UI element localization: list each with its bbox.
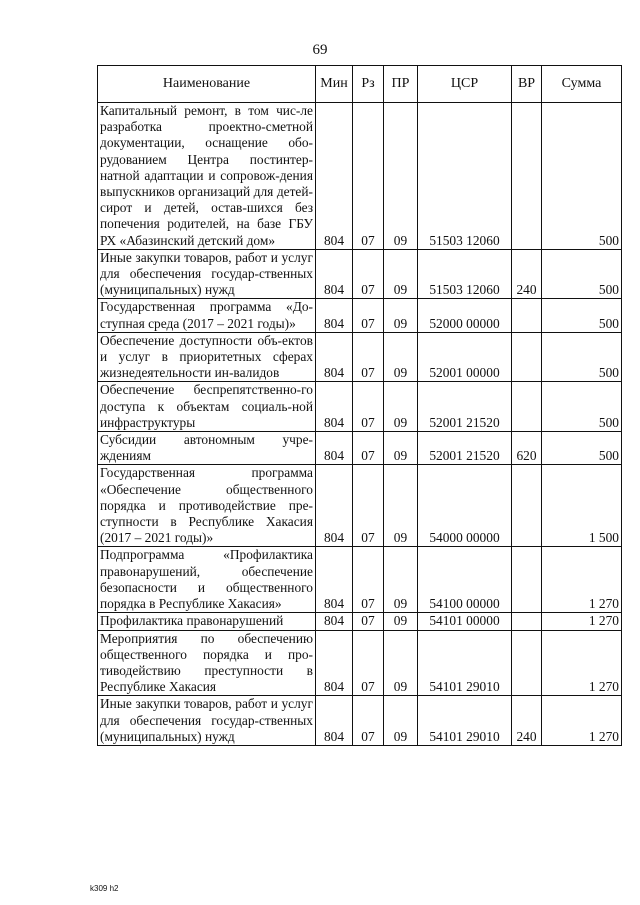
row-rz: 07: [353, 630, 384, 696]
row-csr: 51503 12060: [418, 103, 512, 250]
table-row: [98, 382, 622, 432]
row-csr: 52001 00000: [418, 332, 512, 382]
row-sum: 500: [542, 103, 622, 250]
row-sum: 1 270: [542, 630, 622, 696]
table-row: [98, 332, 622, 382]
row-min: 804: [316, 249, 353, 299]
page-number: 69: [312, 42, 328, 58]
table-row: [98, 299, 622, 332]
row-min: 804: [316, 613, 353, 630]
row-name: Подпрограмма «Профилактика правонарушений, обеспечение безопасности и общественного порядка в Республике Хакасия»: [98, 547, 316, 613]
row-rz: 07: [353, 613, 384, 630]
header-csr: ЦСР: [418, 66, 512, 103]
row-name: Государственная программа «До-ступная среда (2017 – 2021 годы)»: [98, 299, 316, 332]
row-vr: [512, 299, 542, 332]
row-vr: [512, 103, 542, 250]
table-row: [98, 432, 622, 465]
table-row: [98, 547, 622, 613]
table-row: [98, 696, 622, 746]
row-sum: 1 500: [542, 465, 622, 547]
row-sum: 500: [542, 382, 622, 432]
table-row: [98, 249, 622, 299]
row-min: 804: [316, 103, 353, 250]
row-pr: 09: [384, 613, 418, 630]
header-min: Мин: [316, 66, 353, 103]
row-vr: [512, 630, 542, 696]
row-min: 804: [316, 432, 353, 465]
row-sum: 1 270: [542, 613, 622, 630]
table-row: [98, 103, 622, 250]
row-min: 804: [316, 696, 353, 746]
row-name: Профилактика правонарушений: [98, 613, 316, 630]
row-min: 804: [316, 465, 353, 547]
row-vr: [512, 332, 542, 382]
row-csr: 52001 21520: [418, 382, 512, 432]
row-vr: [512, 465, 542, 547]
row-vr: 240: [512, 696, 542, 746]
footer-code: k309 h2: [90, 884, 119, 893]
row-rz: 07: [353, 249, 384, 299]
row-vr: 240: [512, 249, 542, 299]
header-vr: ВР: [512, 66, 542, 103]
row-csr: 54000 00000: [418, 465, 512, 547]
row-min: 804: [316, 547, 353, 613]
row-csr: 54101 29010: [418, 630, 512, 696]
row-csr: 54101 00000: [418, 613, 512, 630]
row-pr: 09: [384, 630, 418, 696]
row-pr: 09: [384, 249, 418, 299]
row-rz: 07: [353, 382, 384, 432]
row-pr: 09: [384, 465, 418, 547]
row-pr: 09: [384, 696, 418, 746]
row-min: 804: [316, 332, 353, 382]
row-rz: 07: [353, 103, 384, 250]
row-name: Субсидии автономным учре-ждениям: [98, 432, 316, 465]
row-sum: 500: [542, 299, 622, 332]
row-min: 804: [316, 382, 353, 432]
row-csr: 51503 12060: [418, 249, 512, 299]
row-sum: 1 270: [542, 696, 622, 746]
row-csr: 54100 00000: [418, 547, 512, 613]
row-name: Иные закупки товаров, работ и услуг для обеспечения государ-ственных (муниципальных) нужд: [98, 249, 316, 299]
header-sum: Сумма: [542, 66, 622, 103]
row-rz: 07: [353, 465, 384, 547]
row-sum: 500: [542, 332, 622, 382]
row-vr: 620: [512, 432, 542, 465]
header-rz: Рз: [353, 66, 384, 103]
row-vr: [512, 382, 542, 432]
table-row: [98, 613, 622, 630]
row-name: Иные закупки товаров, работ и услуг для обеспечения государ-ственных (муниципальных) нужд: [98, 696, 316, 746]
row-rz: 07: [353, 696, 384, 746]
row-rz: 07: [353, 299, 384, 332]
table-row: [98, 630, 622, 696]
row-sum: 500: [542, 249, 622, 299]
row-vr: [512, 547, 542, 613]
row-name: Обеспечение доступности объ-ектов и услуг в приоритетных сферах жизнедеятельности ин-валидов: [98, 332, 316, 382]
row-pr: 09: [384, 103, 418, 250]
header-pr: ПР: [384, 66, 418, 103]
row-csr: 52001 21520: [418, 432, 512, 465]
row-sum: 500: [542, 432, 622, 465]
row-csr: 54101 29010: [418, 696, 512, 746]
row-pr: 09: [384, 382, 418, 432]
row-pr: 09: [384, 332, 418, 382]
row-pr: 09: [384, 299, 418, 332]
budget-table: [97, 65, 622, 746]
header-name: Наименование: [98, 66, 316, 103]
header-row: [98, 66, 622, 103]
row-min: 804: [316, 630, 353, 696]
row-name: Обеспечение беспрепятственно-го доступа к объектам социаль-ной инфраструктуры: [98, 382, 316, 432]
row-rz: 07: [353, 547, 384, 613]
row-rz: 07: [353, 432, 384, 465]
row-vr: [512, 613, 542, 630]
row-name: Капитальный ремонт, в том чис-ле разработка проектно-сметной документации, оснащение обо-рудованием Центра постинтер-натной адаптации и сопровож-дения выпускников организаций для детей-сирот и детей, остав-шихся без попечения родителей, на базе ГБУ РХ «Абазинский детский дом»: [98, 103, 316, 250]
row-rz: 07: [353, 332, 384, 382]
row-pr: 09: [384, 432, 418, 465]
row-min: 804: [316, 299, 353, 332]
row-csr: 52000 00000: [418, 299, 512, 332]
row-sum: 1 270: [542, 547, 622, 613]
table-row: [98, 465, 622, 547]
row-name: Государственная программа «Обеспечение общественного порядка и противодействие пре-ступности в Республике Хакасия (2017 – 2021 годы)»: [98, 465, 316, 547]
row-pr: 09: [384, 547, 418, 613]
row-name: Мероприятия по обеспечению общественного порядка и про-тиводействию преступности в Республике Хакасия: [98, 630, 316, 696]
